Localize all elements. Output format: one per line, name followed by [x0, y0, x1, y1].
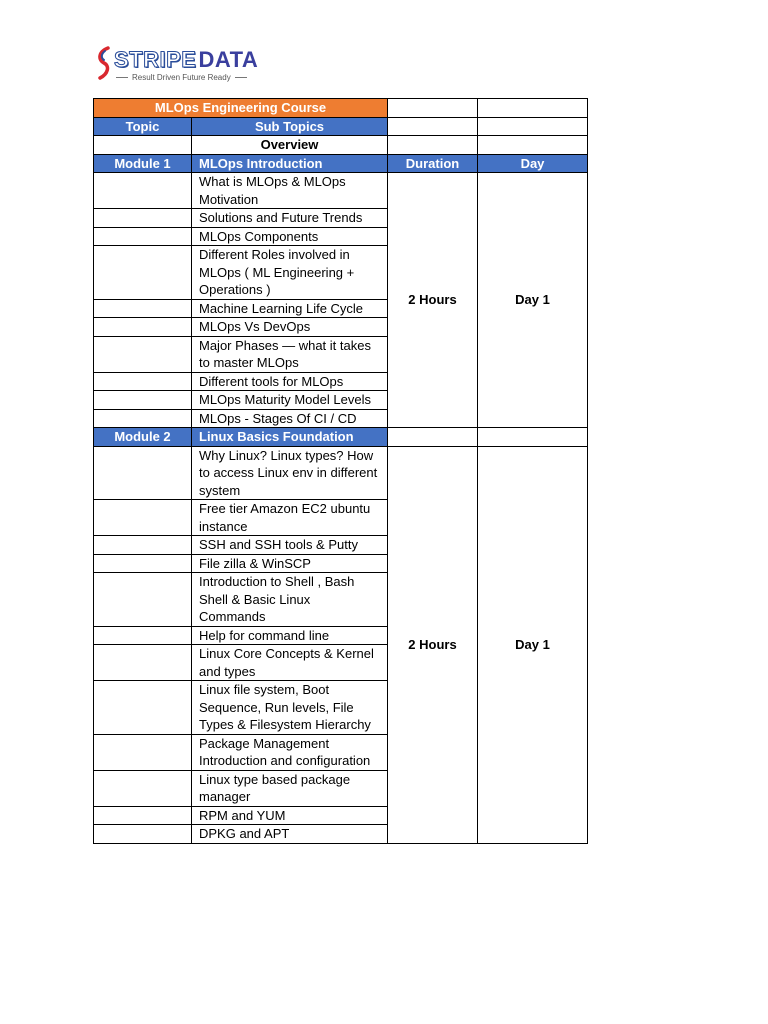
subtopic: Major Phases — what it takes to master MLOps — [192, 336, 388, 372]
logo-wordmark-stripe: STRIPE — [114, 47, 197, 72]
subtopic: Help for command line — [192, 626, 388, 645]
logo-tagline-text: Result Driven Future Ready — [132, 73, 231, 82]
subtopic: MLOps Vs DevOps — [192, 318, 388, 337]
module-day: Day 1 — [478, 446, 588, 843]
logo-wordmark — [114, 48, 258, 72]
subtopic: What is MLOps & MLOps Motivation — [192, 173, 388, 209]
topic-cell-empty — [94, 446, 192, 500]
subtopic: RPM and YUM — [192, 806, 388, 825]
subtopic-row — [94, 446, 588, 500]
subtopic: MLOps - Stages Of CI / CD — [192, 409, 388, 428]
module-duration: 2 Hours — [388, 446, 478, 843]
module-duration: 2 Hours — [388, 173, 478, 428]
course-title: MLOps Engineering Course — [94, 99, 388, 118]
subtopics-header: Sub Topics — [192, 117, 388, 136]
subtopic: DPKG and APT — [192, 825, 388, 844]
subtopic: Package Management Introduction and configuration — [192, 734, 388, 770]
module-label: Module 1 — [94, 154, 192, 173]
stripedata-logo — [96, 44, 271, 84]
overview-label: Overview — [192, 136, 388, 155]
subtopic: File zilla & WinSCP — [192, 554, 388, 573]
subtopic: MLOps Components — [192, 227, 388, 246]
subtopic: SSH and SSH tools & Putty — [192, 536, 388, 555]
module-day: Day 1 — [478, 173, 588, 428]
logo-wordmark-data: DATA — [198, 47, 259, 72]
subtopic: Linux Core Concepts & Kernel and types — [192, 645, 388, 681]
subtopic: Solutions and Future Trends — [192, 209, 388, 228]
subtopic: Introduction to Shell , Bash Shell & Basic Linux Commands — [192, 573, 388, 627]
topic-cell-empty — [94, 173, 192, 209]
module-name: MLOps Introduction — [192, 154, 388, 173]
subtopic: Linux type based package manager — [192, 770, 388, 806]
subtopic-row — [94, 173, 588, 209]
module-header-row — [94, 428, 588, 447]
duration-header: Duration — [388, 154, 478, 173]
subtopic: Free tier Amazon EC2 ubuntu instance — [192, 500, 388, 536]
module-label: Module 2 — [94, 428, 192, 447]
subtopic: MLOps Maturity Model Levels — [192, 391, 388, 410]
title-row — [94, 99, 588, 118]
subtopic: Different Roles involved in MLOps ( ML Engineering + Operations ) — [192, 246, 388, 300]
overview-row — [94, 136, 588, 155]
subtopic: Different tools for MLOps — [192, 372, 388, 391]
column-header-row — [94, 117, 588, 136]
subtopic: Machine Learning Life Cycle — [192, 299, 388, 318]
topic-header: Topic — [94, 117, 192, 136]
subtopic: Why Linux? Linux types? How to access Linux env in different system — [192, 446, 388, 500]
day-header: Day — [478, 154, 588, 173]
logo-swirl-icon — [96, 46, 112, 80]
logo-tagline — [116, 73, 247, 82]
subtopic: Linux file system, Boot Sequence, Run levels, File Types & Filesystem Hierarchy — [192, 681, 388, 735]
course-table — [93, 98, 588, 844]
module-name: Linux Basics Foundation — [192, 428, 388, 447]
module-header-row — [94, 154, 588, 173]
